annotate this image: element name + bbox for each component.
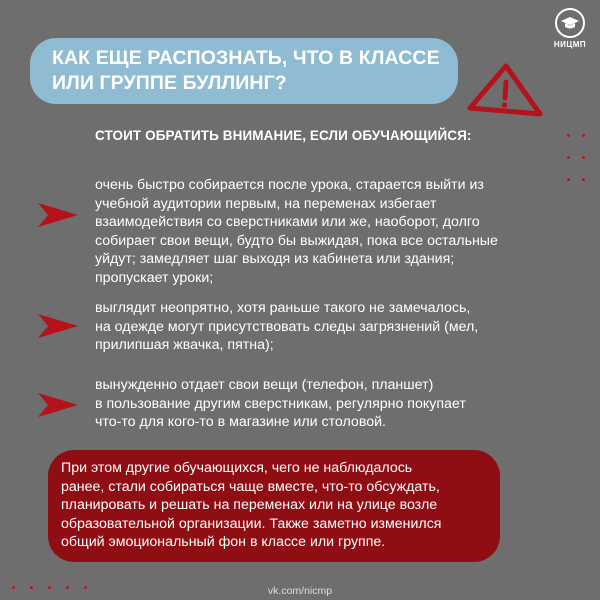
text-line: на одежде могут присутствовать следы загрязнений (мел, [95,318,479,335]
text-line: что-то для кого-то в магазине или столовой. [95,414,386,430]
footer-link[interactable]: vk.com/nicmp [267,585,333,597]
section-subtitle: СТОИТ ОБРАТИТЬ ВНИМАНИЕ, ЕСЛИ ОБУЧАЮЩИЙСЯ: [95,128,472,143]
text-line: пропускает уроки; [95,269,214,286]
arrow-bullet-icon [38,203,78,227]
graduation-cap-icon [555,8,585,38]
text-line: прилипшая жвачка, пятна); [95,337,274,353]
logo-text: НИЦМП [553,40,587,49]
text-line: уйдут; замедляет шаг выходя из кабинета или здания; [95,251,455,267]
note-box [48,450,500,562]
title-line: ИЛИ ГРУППЕ БУЛЛИНГ? [52,72,287,94]
text-line: образовательной организации. Также заметно изменился [61,515,442,532]
list-item [95,376,555,432]
text-line: общий эмоциональный фон в классе или группе. [61,534,386,550]
warning-triangle-icon [462,58,546,122]
page-title [30,38,458,104]
logo [546,8,594,49]
arrow-bullet-icon [38,393,78,417]
text-line: очень быстро собирается после урока, старается выйти из [95,177,484,193]
text-line: в пользование другим сверстникам, регулярно покупает [95,395,466,412]
text-line: взаимодействия со сверстниками или же, наоборот, долго [95,214,480,230]
text-line: собирает свои вещи, будто бы выжидая, пока все остальные [95,232,498,249]
text-line: выглядит неопрятно, хотя раньше такого не замечалось, [95,300,471,316]
text-line: вынужденно отдает свои вещи (телефон, планшет) [95,377,434,393]
text-line: При этом другие обучающихся, чего не наблюдалось [61,460,413,476]
list-item [95,176,555,287]
list-item [95,299,555,355]
text-line: планировать и решать на переменах или на улице возле [61,497,438,513]
title-line: КАК ЕЩЕ РАСПОЗНАТЬ, ЧТО В КЛАССЕ [52,47,440,69]
text-line: учебной аудитории первым, на переменах избегает [95,195,437,212]
arrow-bullet-icon [38,314,78,338]
text-line: ранее, стали собираться чаще вместе, что-то обсуждать, [61,478,440,495]
